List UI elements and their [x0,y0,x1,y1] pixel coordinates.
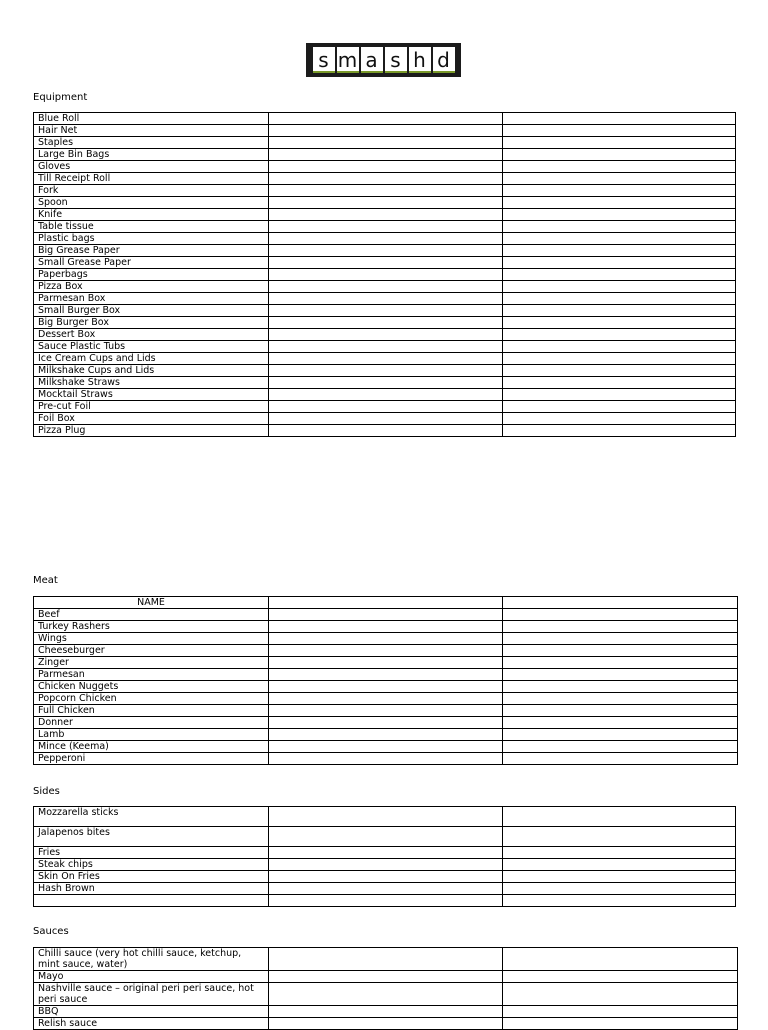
item-name-cell: Plastic bags [34,233,269,245]
table-row [34,621,738,633]
table-cell[interactable] [503,401,736,413]
table-cell[interactable] [269,293,503,305]
item-name-cell: Hash Brown [34,883,269,895]
item-name-cell: Parmesan [34,669,269,681]
item-name-cell: Mocktail Straws [34,389,269,401]
table-row [34,401,736,413]
table-cell[interactable] [503,633,738,645]
table-cell[interactable] [503,377,736,389]
table-row [34,317,736,329]
table-cell[interactable] [503,173,736,185]
table-cell[interactable] [503,353,736,365]
logo-letter: h [409,47,431,73]
table-cell[interactable] [503,1006,738,1018]
item-name-cell: Turkey Rashers [34,621,269,633]
table-cell[interactable] [503,245,736,257]
table-row [34,353,736,365]
table-cell[interactable] [269,125,503,137]
table-cell[interactable] [503,293,736,305]
table-cell[interactable] [269,161,503,173]
table-row [34,161,736,173]
item-name-cell: Spoon [34,197,269,209]
table-row [34,871,736,883]
table-row [34,717,738,729]
table-cell[interactable] [269,377,503,389]
table-row [34,657,738,669]
table-cell[interactable] [503,221,736,233]
item-name-cell: Small Grease Paper [34,257,269,269]
table-cell[interactable] [503,847,736,859]
table-cell[interactable] [269,983,503,1006]
table-cell[interactable] [269,741,503,753]
item-name-cell: Knife [34,209,269,221]
logo-letter: s [313,47,335,73]
item-name-cell: Ice Cream Cups and Lids [34,353,269,365]
table-cell[interactable] [269,693,503,705]
table-row [34,257,736,269]
table-row [34,883,736,895]
table-cell[interactable] [503,883,736,895]
table-row [34,983,738,1006]
table-cell[interactable] [503,341,736,353]
table-row [34,729,738,741]
table-cell[interactable] [269,269,503,281]
table-cell[interactable] [503,717,738,729]
item-name-cell: Pre-cut Foil [34,401,269,413]
table-row [34,1006,738,1018]
item-name-cell: Milkshake Cups and Lids [34,365,269,377]
table-row [34,807,736,827]
table-cell[interactable] [269,621,503,633]
table-cell[interactable] [269,971,503,983]
table-cell[interactable] [503,807,736,827]
item-name-cell: Paperbags [34,269,269,281]
item-name-cell: Small Burger Box [34,305,269,317]
table-row [34,895,736,907]
item-name-cell: Mozzarella sticks [34,807,269,827]
table-cell[interactable] [503,125,736,137]
table-cell[interactable] [503,137,736,149]
item-name-cell: Lamb [34,729,269,741]
table-row [34,425,736,437]
table-cell[interactable] [269,633,503,645]
table-cell[interactable] [269,245,503,257]
table-row [34,137,736,149]
table-cell[interactable] [269,233,503,245]
table-row [34,971,738,983]
table-cell[interactable] [269,871,503,883]
item-name-cell: Pepperoni [34,753,269,765]
equipment-table [33,112,736,437]
table-cell[interactable] [269,149,503,161]
table-cell[interactable] [269,948,503,971]
item-name-cell: Beef [34,609,269,621]
table-cell[interactable] [269,681,503,693]
table-row [34,233,736,245]
table-cell[interactable] [503,317,736,329]
table-row [34,245,736,257]
table-row [34,859,736,871]
table-cell[interactable] [503,365,736,377]
table-cell[interactable] [269,185,503,197]
table-cell[interactable] [503,971,738,983]
table-cell[interactable] [269,197,503,209]
table-cell[interactable] [269,413,503,425]
table-cell[interactable] [269,113,503,125]
table-cell[interactable] [269,807,503,827]
table-cell[interactable] [269,609,503,621]
table-cell[interactable] [269,173,503,185]
table-cell[interactable] [503,197,736,209]
table-cell[interactable] [503,269,736,281]
table-cell[interactable] [269,669,503,681]
table-cell[interactable] [269,317,503,329]
table-row [34,341,736,353]
table-cell[interactable] [503,753,738,765]
sides-table [33,806,736,907]
table-cell[interactable] [503,161,736,173]
table-cell[interactable] [503,948,738,971]
item-name-cell: Hair Net [34,125,269,137]
table-cell[interactable] [269,401,503,413]
table-cell[interactable] [503,149,736,161]
table-cell[interactable] [269,137,503,149]
table-row [34,125,736,137]
item-name-cell: Parmesan Box [34,293,269,305]
logo-letter: s [385,47,407,73]
table-row [34,693,738,705]
item-name-cell: Fork [34,185,269,197]
table-cell[interactable] [503,871,736,883]
item-name-cell: Wings [34,633,269,645]
item-name-cell: Full Chicken [34,705,269,717]
table-cell[interactable] [503,305,736,317]
table-cell[interactable] [503,609,738,621]
table-row [34,948,738,971]
table-cell[interactable] [269,847,503,859]
item-name-cell: Till Receipt Roll [34,173,269,185]
item-name-cell: Dessert Box [34,329,269,341]
table-row [34,741,738,753]
item-name-cell: Milkshake Straws [34,377,269,389]
table-cell[interactable] [503,895,736,907]
table-row [34,609,738,621]
table-row [34,633,738,645]
table-row [34,847,736,859]
item-name-cell: Relish sauce [34,1018,269,1030]
item-name-cell: Big Burger Box [34,317,269,329]
item-name-cell: Pizza Plug [34,425,269,437]
table-row [34,305,736,317]
item-name-cell: Pizza Box [34,281,269,293]
table-cell[interactable] [503,389,736,401]
table-cell[interactable] [269,389,503,401]
table-cell[interactable] [503,257,736,269]
table-row [34,413,736,425]
table-cell[interactable] [269,827,503,847]
table-cell[interactable] [269,717,503,729]
item-name-cell: Table tissue [34,221,269,233]
table-row [34,753,738,765]
logo-letter: d [433,47,455,73]
table-cell[interactable] [503,425,736,437]
table-row [34,185,736,197]
table-cell[interactable] [503,729,738,741]
table-cell[interactable] [503,859,736,871]
table-cell[interactable] [503,233,736,245]
smashd-logo [306,43,461,77]
table-row [34,365,736,377]
table-cell[interactable] [269,753,503,765]
table-cell[interactable] [269,425,503,437]
item-name-cell: Fries [34,847,269,859]
table-cell[interactable] [503,827,736,847]
table-row [34,329,736,341]
table-cell[interactable] [269,221,503,233]
equipment-title: Equipment [33,92,88,103]
table-cell[interactable] [269,597,503,609]
table-cell[interactable] [503,983,738,1006]
table-row [34,269,736,281]
table-row [34,197,736,209]
item-name-cell: Chicken Nuggets [34,681,269,693]
table-cell[interactable] [503,705,738,717]
item-name-cell: Mayo [34,971,269,983]
table-cell[interactable] [503,185,736,197]
table-cell[interactable] [269,281,503,293]
table-cell[interactable] [503,693,738,705]
table-cell[interactable] [269,257,503,269]
table-cell[interactable] [503,413,736,425]
sauces-title: Sauces [33,926,69,937]
item-name-cell: Skin On Fries [34,871,269,883]
table-row [34,645,738,657]
table-cell[interactable] [269,209,503,221]
table-cell[interactable] [503,209,736,221]
table-row [34,377,736,389]
table-row [34,113,736,125]
item-name-cell: Large Bin Bags [34,149,269,161]
item-name-cell: Jalapenos bites [34,827,269,847]
meat-title: Meat [33,575,58,586]
table-cell[interactable] [503,113,736,125]
meat-table [33,596,738,765]
item-name-cell: Steak chips [34,859,269,871]
item-name-cell [34,895,269,907]
item-name-cell: Nashville sauce – original peri peri sauce, hot peri sauce [34,983,269,1006]
item-name-cell: Donner [34,717,269,729]
item-name-cell: Sauce Plastic Tubs [34,341,269,353]
table-row [34,293,736,305]
item-name-cell: Foil Box [34,413,269,425]
table-row [34,221,736,233]
table-cell[interactable] [503,281,736,293]
table-row [34,705,738,717]
table-cell[interactable] [269,353,503,365]
logo-letter: m [337,48,358,72]
logo-letter: a [361,47,383,73]
item-name-cell: Big Grease Paper [34,245,269,257]
item-name-cell: Blue Roll [34,113,269,125]
table-cell[interactable] [269,705,503,717]
item-name-cell: BBQ [34,1006,269,1018]
item-name-cell: Zinger [34,657,269,669]
table-row [34,173,736,185]
table-row [34,827,736,847]
table-row [34,669,738,681]
table-row [34,389,736,401]
item-name-cell: Chilli sauce (very hot chilli sauce, ketchup, mint sauce, water) [34,948,269,971]
table-cell[interactable] [269,657,503,669]
table-cell[interactable] [503,741,738,753]
item-name-cell: Mince (Keema) [34,741,269,753]
table-row [34,209,736,221]
item-name-cell: Staples [34,137,269,149]
meat-name-header: NAME [34,597,269,609]
table-cell[interactable] [269,859,503,871]
item-name-cell: Popcorn Chicken [34,693,269,705]
table-cell[interactable] [503,329,736,341]
table-cell[interactable] [269,365,503,377]
table-cell[interactable] [503,621,738,633]
table-row [34,149,736,161]
table-row [34,681,738,693]
table-cell[interactable] [269,341,503,353]
table-cell[interactable] [269,729,503,741]
table-cell[interactable] [503,597,738,609]
table-cell[interactable] [269,883,503,895]
table-cell[interactable] [503,669,738,681]
sides-title: Sides [33,786,60,797]
table-cell[interactable] [269,1006,503,1018]
table-cell[interactable] [503,681,738,693]
table-cell[interactable] [269,895,503,907]
table-row [34,597,738,609]
item-name-cell: Gloves [34,161,269,173]
table-row [34,281,736,293]
table-cell[interactable] [269,305,503,317]
table-cell[interactable] [269,329,503,341]
sauces-table [33,947,738,1030]
table-cell[interactable] [269,645,503,657]
table-cell[interactable] [503,645,738,657]
item-name-cell: Cheeseburger [34,645,269,657]
table-cell[interactable] [503,657,738,669]
